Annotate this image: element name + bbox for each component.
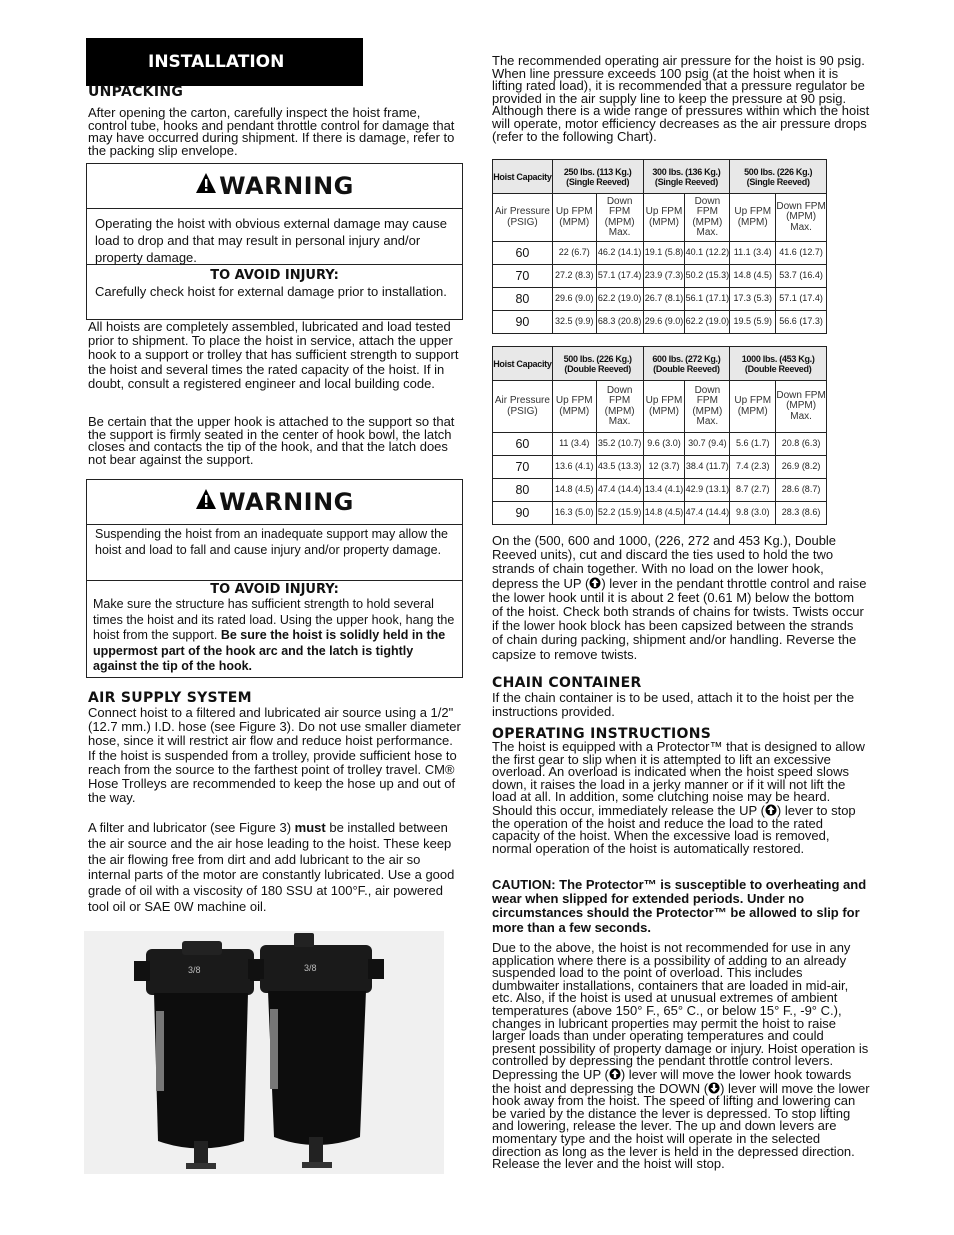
speed-cell: 22 (6.7) bbox=[552, 242, 596, 265]
down-fpm-header: Down FPM (MPM) Max. bbox=[596, 194, 643, 242]
speed-cell: 14.8 (4.5) bbox=[643, 502, 685, 525]
speed-cell: 5.6 (1.7) bbox=[730, 433, 776, 456]
air-supply-paragraph-1: Connect hoist to a filtered and lubricated air source using a 1/2" (12.7 mm.) I.D. hose (see Figure 3). Do not use smaller diameter hose, since it will restrict air flow and reduce hoist performance. If the hoist is suspended from a trolley, provide sufficient hose to reach from the source to the farthest point of trolley travel. CM® Hose Trolleys are recommended to keep the hose up and out of the way. bbox=[88, 705, 461, 806]
speed-cell: 29.6 (9.0) bbox=[643, 311, 685, 334]
warning-triangle-icon bbox=[195, 488, 217, 516]
speed-cell: 57.1 (17.4) bbox=[776, 288, 827, 311]
operating-para2-middle: ) lever will move the lower hook towards the hoist and depressing the DOWN ( bbox=[492, 1066, 852, 1096]
capacity-header: 250 lbs. (113 Kg.) (Single Reeved) bbox=[552, 160, 643, 194]
speed-cell: 62.2 (19.0) bbox=[596, 288, 643, 311]
speed-cell: 14.8 (4.5) bbox=[730, 265, 776, 288]
table-row bbox=[493, 502, 827, 525]
speed-cell: 29.6 (9.0) bbox=[552, 288, 596, 311]
down-fpm-header: Down FPM (MPM) Max. bbox=[776, 381, 827, 433]
warning-body: Suspending the hoist from an inadequate support may allow the hoist and load to fall and cause injury and/or property damage. bbox=[87, 525, 462, 581]
down-fpm-header: Down FPM (MPM) Max. bbox=[596, 381, 643, 433]
speed-cell: 68.3 (20.8) bbox=[596, 311, 643, 334]
operating-paragraph-2 bbox=[492, 942, 870, 1171]
speed-cell: 47.4 (14.4) bbox=[596, 479, 643, 502]
avoid-injury-text: Carefully check hoist for external damage prior to installation. bbox=[95, 284, 447, 299]
speed-cell: 26.7 (8.1) bbox=[643, 288, 685, 311]
speed-cell: 13.6 (4.1) bbox=[552, 456, 596, 479]
speed-cell: 16.3 (5.0) bbox=[552, 502, 596, 525]
double-reeved-text-start: On the (500, 600 and 1000, (226, 272 and 453 Kg.), Double Reeved units), cut and discard the ties used to hold the two strands of chain together. With no load on the lower hook, depress the UP ( bbox=[492, 533, 837, 591]
speed-cell: 32.5 (9.9) bbox=[552, 311, 596, 334]
operating-para1-start: The hoist is equipped with a Protector™ that is designed to allow the first gear to slip when it is attempted to lift an excessive overload. An overload is indicated when the hoist speed slows down, it raises the load in a jerky manner or if it will not lift the load at all. In addition, some clutching noise may be heard. Should this occur, immediately release the UP ( bbox=[492, 739, 865, 818]
chain-container-heading: CHAIN CONTAINER bbox=[492, 675, 642, 691]
speed-cell: 56.6 (17.3) bbox=[776, 311, 827, 334]
avoid-injury-bold: Be sure the hoist is solidly held in the uppermost part of the hook arc and the latch is tightly against the tip of the hook. bbox=[93, 628, 446, 673]
air-supply-para2-start: A filter and lubricator (see Figure 3) bbox=[88, 820, 292, 835]
up-fpm-header: Up FPM (MPM) bbox=[552, 381, 596, 433]
air-pressure-header: Air Pressure (PSIG) bbox=[493, 381, 553, 433]
speed-cell: 57.1 (17.4) bbox=[596, 265, 643, 288]
psi-cell: 70 bbox=[493, 456, 553, 479]
operating-para2-end: ) lever will move the lower hook away from the hoist. The speed of lifting and lowering can be varied by the distance the lever is depressed. To stop lifting and lowering, release the lever. The up and down levers are momentary type and the hoist will operate in the selected direction as long as the lever is held in the depressed direction. Release the lever and the hoist will stop. bbox=[492, 1080, 870, 1172]
air-supply-para2-end: be installed between the air source and the air hose leading to the hoist. These keep the air flowing free from dirt and add lubricant to the air so internal parts of the motor are constantly lubricated. Use a good grade of oil with a viscosity of 180 SSU at 100°F., air powered tool oil or SAE 0W machine oil. bbox=[88, 820, 455, 914]
speed-cell: 19.5 (5.9) bbox=[730, 311, 776, 334]
speed-cell: 42.9 (13.1) bbox=[685, 479, 730, 502]
speed-cell: 28.6 (8.7) bbox=[776, 479, 827, 502]
speed-cell: 43.5 (13.3) bbox=[596, 456, 643, 479]
warning-box-damage bbox=[86, 163, 463, 320]
up-fpm-header: Up FPM (MPM) bbox=[730, 194, 776, 242]
warning-header bbox=[87, 480, 462, 525]
unpacking-heading: UNPACKING bbox=[88, 84, 184, 100]
operating-para1-end: ) lever to stop the operation of the hoist and reduce the load to the rated capacity of the hoist. When the excessive load is removed, normal operation of the hoist is automatically restored. bbox=[492, 802, 856, 856]
speed-cell: 9.8 (3.0) bbox=[730, 502, 776, 525]
avoid-injury-text: Make sure the structure has sufficient strength to hold several times the hoist and its rated load. Using the upper hook, hang the hoist from the support. bbox=[93, 597, 455, 642]
psi-cell: 60 bbox=[493, 433, 553, 456]
speed-cell: 7.4 (2.3) bbox=[730, 456, 776, 479]
speed-cell: 38.4 (11.7) bbox=[685, 456, 730, 479]
down-fpm-header: Down FPM (MPM) Max. bbox=[685, 381, 730, 433]
speed-cell: 52.2 (15.9) bbox=[596, 502, 643, 525]
protector-caution: CAUTION: The Protector™ is susceptible to overheating and wear when slipped for extended periods. Under no circumstances should the Protector™ be allowed to slip for more than a few seconds. bbox=[492, 877, 867, 935]
up-fpm-header: Up FPM (MPM) bbox=[643, 381, 685, 433]
capacity-header: 600 lbs. (272 Kg.) (Double Reeved) bbox=[643, 347, 730, 381]
table-row bbox=[493, 288, 827, 311]
speed-cell: 11.1 (3.4) bbox=[730, 242, 776, 265]
psi-cell: 80 bbox=[493, 288, 553, 311]
table-row bbox=[493, 242, 827, 265]
chain-container-text: If the chain container is to be used, attach it to the hoist per the instructions provided. bbox=[492, 690, 855, 720]
speed-cell: 41.6 (12.7) bbox=[776, 242, 827, 265]
hoist-capacity-header: Hoist Capacity bbox=[493, 160, 553, 194]
warning-triangle-icon bbox=[195, 172, 217, 200]
up-fpm-header: Up FPM (MPM) bbox=[643, 194, 685, 242]
speed-cell: 14.8 (4.5) bbox=[552, 479, 596, 502]
speed-cell: 23.9 (7.3) bbox=[643, 265, 685, 288]
pressure-paragraph: The recommended operating air pressure for the hoist is 90 psig. When line pressure exceeds 100 psig (at the hoist when it is lifting rated load), it is recommended that a pressure regulator be provided in the air supply line to keep the pressure at 90 psig. Although there is a wide range of pressures within which the hoist will operate, motor efficiency decreases as the air pressure drops (refer to the following Chart). bbox=[492, 53, 870, 144]
lubricator-port-label: 3/8 bbox=[304, 963, 317, 973]
speed-cell: 40.1 (12.2) bbox=[685, 242, 730, 265]
psi-cell: 90 bbox=[493, 311, 553, 334]
warning-title: WARNING bbox=[219, 488, 354, 516]
install-paragraph-1: All hoists are completely assembled, lubricated and load tested prior to shipment. To place the hoist in service, attach the upper hook to a support or trolley that has sufficient strength to support the hoist and several times the rated capacity of the hoist. If in doubt, consult a registered engineer and local building code. bbox=[88, 319, 459, 391]
speed-cell: 53.7 (16.4) bbox=[776, 265, 827, 288]
capacity-header: 500 lbs. (226 Kg.) (Single Reeved) bbox=[730, 160, 827, 194]
speed-cell: 50.2 (15.3) bbox=[685, 265, 730, 288]
double-reeved-paragraph bbox=[492, 534, 867, 662]
must-emphasis: must bbox=[294, 820, 326, 835]
capacity-header: 500 lbs. (226 Kg.) (Double Reeved) bbox=[552, 347, 643, 381]
speed-cell: 47.4 (14.4) bbox=[685, 502, 730, 525]
psi-cell: 90 bbox=[493, 502, 553, 525]
unpacking-text: After opening the carton, carefully inspect the hoist frame, control tube, hooks and pendant throttle control for damage that may have occurred during shipment. If there is damage, refer to the packing slip envelope. bbox=[88, 105, 455, 158]
air-pressure-header: Air Pressure (PSIG) bbox=[493, 194, 553, 242]
operating-paragraph-1 bbox=[492, 741, 870, 855]
speed-cell: 56.1 (17.1) bbox=[685, 288, 730, 311]
psi-cell: 70 bbox=[493, 265, 553, 288]
speed-cell: 8.7 (2.7) bbox=[730, 479, 776, 502]
operating-para2-start: Due to the above, the hoist is not recommended for use in any application where there is a possibility of adding to an already suspended load to the point of overload. This includes dumbwaiter installations, containers that are loaded in mid-air, etc. Also, if the hoist is used at unusual extremes of ambient temperatures (above 150° F., 65° C., or below 15° F., -9° C.), changes in lubricant properties may permit the hoist to raise larger loads than under operating temperatures and could present possibility of property damage or injury. Hoist operation is controlled by depressing the pendant throttle control levers. Depressing the UP ( bbox=[492, 940, 869, 1082]
down-fpm-header: Down FPM (MPM) Max. bbox=[685, 194, 730, 242]
psi-cell: 80 bbox=[493, 479, 553, 502]
air-supply-paragraph-2 bbox=[88, 820, 466, 915]
speed-cell: 62.2 (19.0) bbox=[685, 311, 730, 334]
table-row bbox=[493, 479, 827, 502]
table-row bbox=[493, 456, 827, 479]
capacity-header: 300 lbs. (136 Kg.) (Single Reeved) bbox=[643, 160, 730, 194]
up-arrow-icon bbox=[589, 576, 601, 591]
up-fpm-header: Up FPM (MPM) bbox=[730, 381, 776, 433]
speed-cell: 28.3 (8.6) bbox=[776, 502, 827, 525]
speed-cell: 11 (3.4) bbox=[552, 433, 596, 456]
warning-title: WARNING bbox=[219, 172, 354, 200]
speed-cell: 35.2 (10.7) bbox=[596, 433, 643, 456]
double-reeved-text-end: ) lever in the pendant throttle control and raise the lower hook until it is about 2 feet (0.61 M) below the bottom of the hoist. Check both strands of chains for twists. Twists occur if the lower hook block has been capsized between the strands of chain during packing, shipment and/or handling. Reverse the capsize to remove twists. bbox=[492, 575, 867, 662]
table-row bbox=[493, 265, 827, 288]
hoist-capacity-header: Hoist Capacity bbox=[493, 347, 553, 381]
table-row bbox=[493, 311, 827, 334]
psi-cell: 60 bbox=[493, 242, 553, 265]
install-paragraph-2: Be certain that the upper hook is attached to the support so that the support is firmly seated in the center of hook bowl, the latch closes and contacts the tip of the hook, and that the latch does not bear against the support. bbox=[88, 414, 455, 467]
speed-cell: 13.4 (4.1) bbox=[643, 479, 685, 502]
speed-cell: 27.2 (8.3) bbox=[552, 265, 596, 288]
warning-header bbox=[87, 164, 462, 209]
speed-cell: 12 (3.7) bbox=[643, 456, 685, 479]
avoid-injury-heading: TO AVOID INJURY: bbox=[210, 268, 339, 283]
filter-port-label: 3/8 bbox=[188, 965, 201, 975]
warning-box-support bbox=[86, 479, 463, 678]
down-fpm-header: Down FPM (MPM) Max. bbox=[776, 194, 827, 242]
double-reeved-table bbox=[492, 346, 827, 525]
operating-heading: OPERATING INSTRUCTIONS bbox=[492, 726, 712, 742]
section-banner: INSTALLATION bbox=[86, 38, 363, 86]
air-supply-heading: AIR SUPPLY SYSTEM bbox=[88, 690, 252, 706]
speed-cell: 19.1 (5.8) bbox=[643, 242, 685, 265]
speed-cell: 20.8 (6.3) bbox=[776, 433, 827, 456]
filter-lubricator-photo bbox=[84, 931, 444, 1174]
avoid-injury-heading: TO AVOID INJURY: bbox=[210, 582, 339, 597]
speed-cell: 17.3 (5.3) bbox=[730, 288, 776, 311]
speed-cell: 46.2 (14.1) bbox=[596, 242, 643, 265]
single-reeved-table bbox=[492, 159, 827, 334]
up-fpm-header: Up FPM (MPM) bbox=[552, 194, 596, 242]
speed-cell: 9.6 (3.0) bbox=[643, 433, 685, 456]
table-row bbox=[493, 433, 827, 456]
speed-cell: 26.9 (8.2) bbox=[776, 456, 827, 479]
speed-cell: 30.7 (9.4) bbox=[685, 433, 730, 456]
warning-body: Operating the hoist with obvious external damage may cause load to drop and that may result in personal injury and/or property damage. bbox=[87, 209, 462, 265]
capacity-header: 1000 lbs. (453 Kg.) (Double Reeved) bbox=[730, 347, 827, 381]
